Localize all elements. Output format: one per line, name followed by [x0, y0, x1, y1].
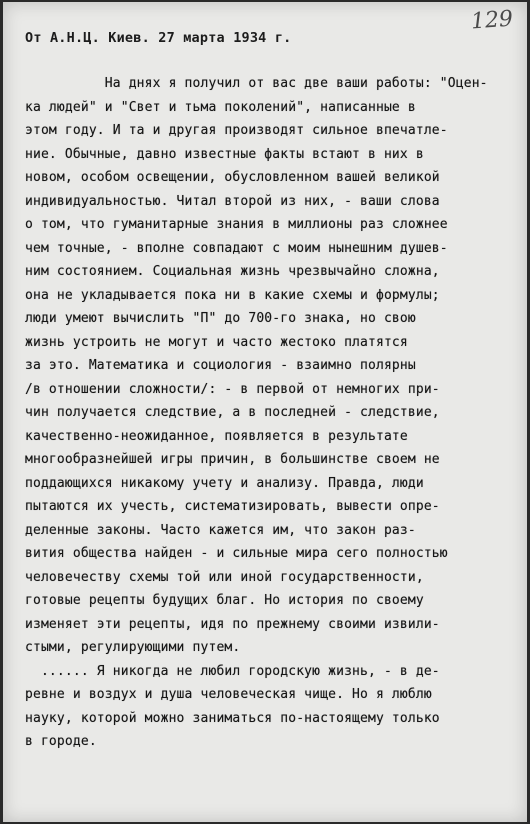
text-line: На днях я получил от вас две ваши работы: "Оцен-	[25, 76, 488, 91]
text-line: этом году. И та и другая производят сильное впечатле-	[25, 123, 448, 138]
text-line: новом, особом освещении, обусловленном вашей великой	[25, 170, 440, 185]
text-line: стыми, регулирующими путем.	[25, 640, 241, 655]
text-line: ние. Обычные, давно известные факты встают в них в	[25, 146, 424, 162]
text-line: деленные законы. Часто кажется им, что закон раз-	[25, 522, 416, 538]
text-line: ...... Я никогда не любил городскую жизнь, - в де-	[25, 663, 440, 679]
text-line: /в отношении сложности/: - в первой от немногих при-	[25, 381, 440, 397]
text-line: человечеству схемы той или иной государственности,	[25, 569, 424, 585]
text-line: пытаются их учесть, систематизировать, вывести опре-	[25, 499, 440, 514]
letter-body	[25, 72, 525, 754]
text-line: жизнь устроить не могут и часто жестоко платятся	[25, 334, 408, 350]
handwritten-page-number: 129	[470, 6, 514, 35]
text-line: за это. Математика и социология - взаимно полярны	[25, 358, 416, 373]
text-line: поддающихся никакому учету и анализу. Правда, люди	[25, 475, 424, 491]
text-line: чин получается следствие, а в последней - следствие,	[25, 405, 440, 420]
text-line: она не укладывается пока ни в какие схемы и формулы;	[25, 287, 440, 303]
text-line: ка людей" и "Свет и тьма поколений", написанные в	[25, 99, 416, 115]
letter-header: От А.Н.Ц. Киев. 27 марта 1934 г.	[25, 30, 292, 46]
text-line: изменяет эти рецепты, идя по прежнему своими извили-	[25, 616, 440, 632]
text-line: вития общества найден - и сильные мира сего полностью	[25, 546, 448, 561]
text-line: в городе.	[25, 734, 97, 749]
text-line: готовые рецепты будущих благ. Но история по своему	[25, 593, 424, 608]
text-line: многообразнейшей игры причин, в большинстве своем не	[25, 452, 440, 467]
text-line: науку, которой можно заниматься по-настоящему только	[25, 710, 440, 726]
text-line: качественно-неожиданное, появляется в результате	[25, 428, 408, 444]
text-line: ним состоянием. Социальная жизнь чрезвычайно сложна,	[25, 264, 440, 279]
text-line: чем точные, - вполне совпадают с моим нынешним душев-	[25, 240, 448, 256]
text-line: индивидуальностью. Читал второй из них, - ваши слова	[25, 193, 440, 209]
text-line: о том, что гуманитарные знания в миллионы раз сложнее	[25, 217, 448, 232]
text-line: люди умеют вычислить "П" до 700-го знака, но свою	[25, 311, 416, 326]
typewritten-page	[3, 2, 527, 822]
text-line: ревне и воздух и душа человеческая чище. Но я люблю	[25, 687, 432, 702]
